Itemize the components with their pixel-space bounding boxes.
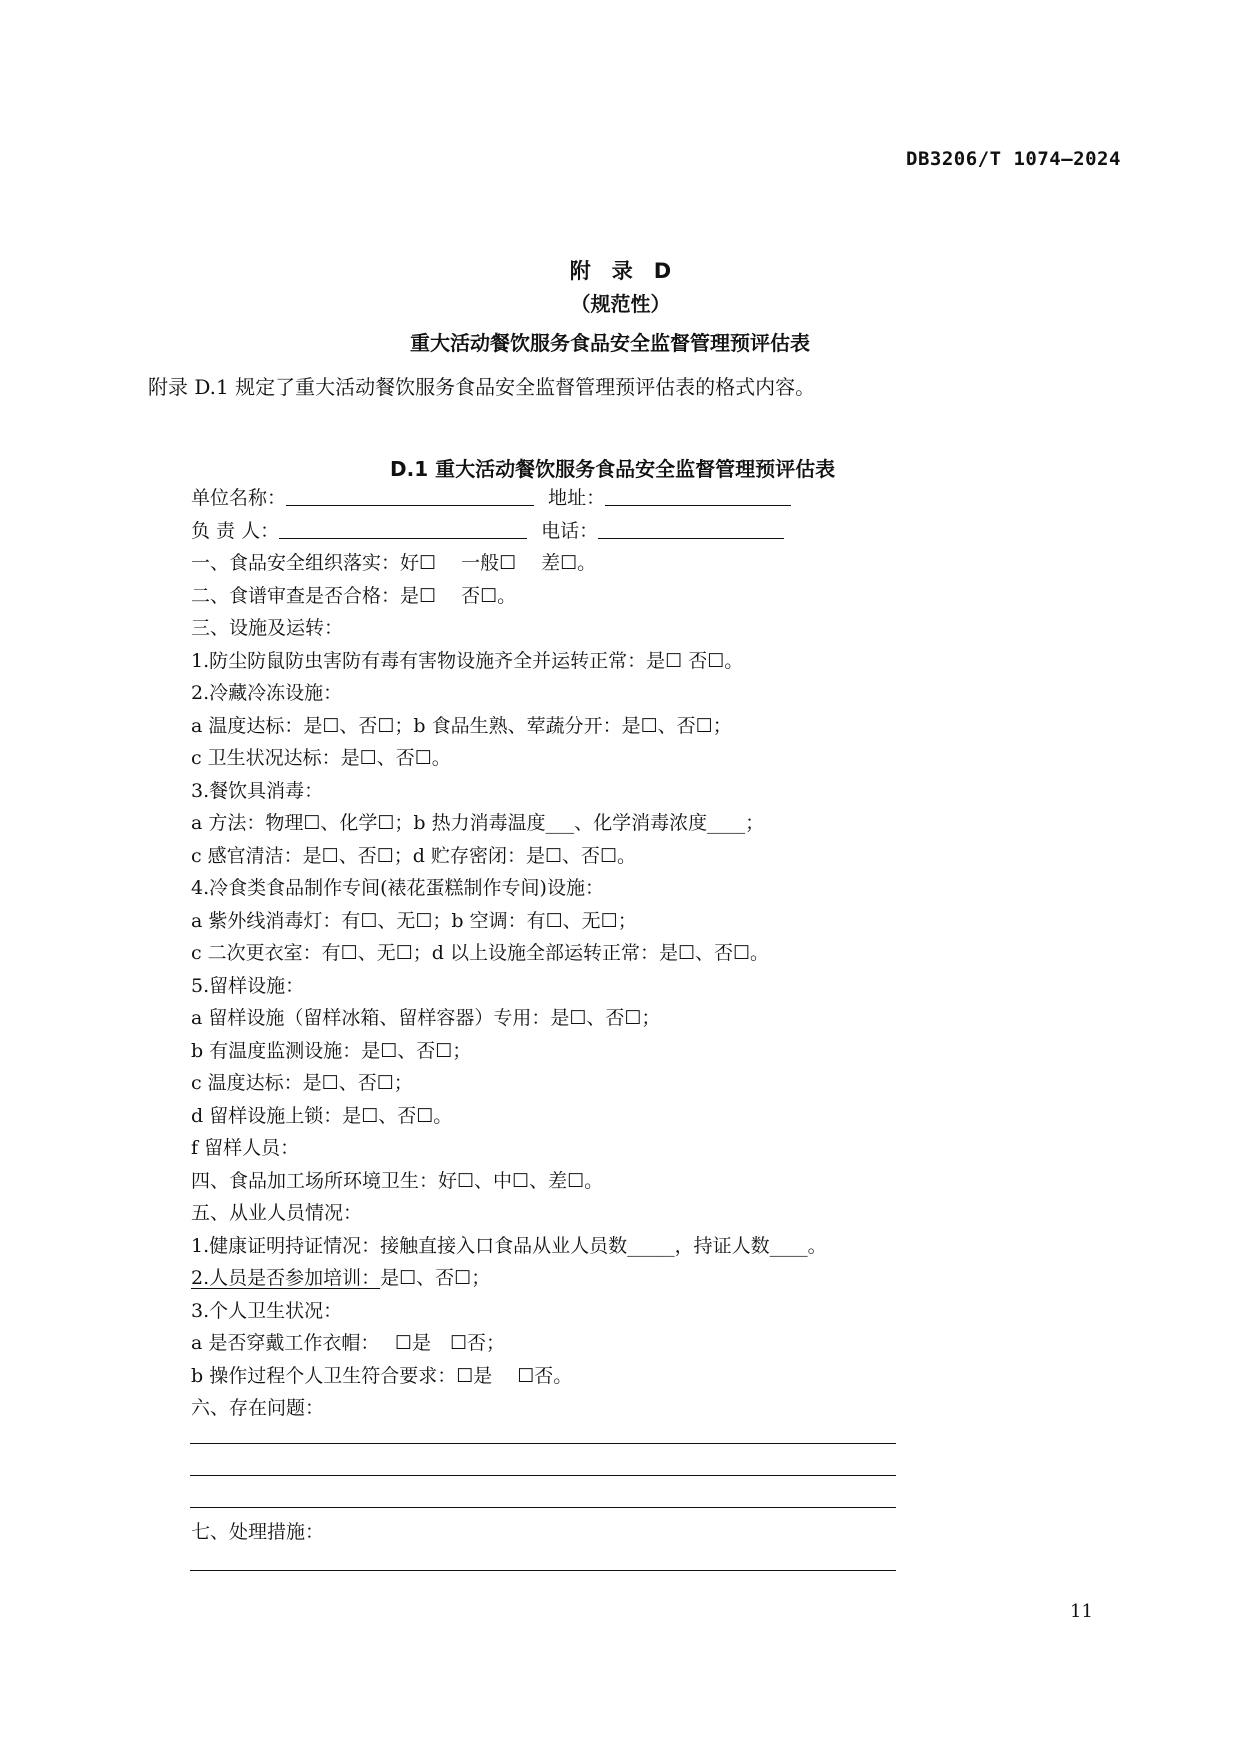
training-item — [191, 1262, 827, 1295]
normative-label: （规范性） — [570, 292, 671, 316]
form-item: c 卫生状况达标：是☐、否☐。 — [191, 747, 451, 769]
form-item: c 温度达标：是☐、否☐； — [191, 1072, 413, 1094]
appendix-title: 重大活动餐饮服务食品安全监督管理预评估表 — [410, 331, 810, 355]
problems-line[interactable] — [190, 1507, 896, 1508]
responsible-phone-row — [191, 515, 827, 548]
form-item: a 留样设施（留样冰箱、留样容器）专用：是☐、否☐； — [191, 1007, 661, 1029]
problems-line[interactable] — [190, 1475, 896, 1476]
form-item: 5.留样设施： — [191, 974, 305, 997]
form-item: b 有温度监测设施：是☐、否☐； — [191, 1039, 472, 1062]
form-item: 2.冷藏冷冻设施： — [191, 682, 343, 704]
appendix-label: 附 录 D — [569, 259, 672, 283]
document-code: DB3206/T 1074—2024 — [906, 148, 1121, 170]
health-cert-item: 1.健康证明持证情况：接触直接入口食品从业人员数_____，持证人数____。 — [191, 1234, 827, 1257]
responsible-field[interactable] — [279, 516, 527, 539]
appendix-intro: 附录 D.1 规定了重大活动餐饮服务食品安全监督管理预评估表的格式内容。 — [148, 375, 816, 399]
form-item: 3.餐饮具消毒： — [191, 779, 324, 802]
assessment-form — [191, 482, 827, 1425]
problems-label: 六、存在问题： — [191, 1397, 325, 1419]
page-number: 11 — [1070, 1601, 1093, 1622]
form-item: a 方法：物理☐、化学☐；b 热力消毒温度___、化学消毒浓度____； — [191, 812, 765, 834]
form-item: a 是否穿戴工作衣帽： ☐是 ☐否； — [191, 1332, 505, 1354]
measures-line[interactable] — [190, 1570, 896, 1571]
form-item: f 留样人员： — [191, 1137, 300, 1159]
form-item: 二、食谱审查是否合格：是☐ 否☐。 — [191, 584, 517, 607]
form-item: 3.个人卫生状况： — [191, 1299, 343, 1322]
form-item: a 紫外线消毒灯：有☐、无☐；b 空调：有☐、无☐； — [191, 909, 637, 932]
address-field[interactable] — [605, 483, 791, 506]
address-label: 地址： — [548, 487, 606, 509]
form-title: D.1 重大活动餐饮服务食品安全监督管理预评估表 — [390, 457, 836, 481]
unit-name-label: 单位名称： — [191, 487, 287, 509]
unit-address-row — [191, 482, 827, 515]
phone-field[interactable] — [598, 516, 784, 539]
form-item: c 二次更衣室：有☐、无☐；d 以上设施全部运转正常：是☐、否☐。 — [191, 942, 770, 964]
form-item: a 温度达标：是☐、否☐；b 食品生熟、荤蔬分开：是☐、否☐； — [191, 714, 732, 737]
responsible-label: 负 责 人： — [191, 519, 280, 542]
form-item: d 留样设施上锁：是☐、否☐。 — [191, 1104, 453, 1127]
form-item: 一、食品安全组织落实：好☐ 一般☐ 差☐。 — [191, 552, 597, 574]
form-item: 4.冷食类食品制作专间(裱花蛋糕制作专间)设施： — [191, 877, 604, 899]
unit-name-field[interactable] — [286, 483, 534, 506]
form-item: 1.防尘防鼠防虫害防有毒有害物设施齐全并运转正常：是☐ 否☐。 — [191, 649, 744, 672]
training-options: 是☐、否☐； — [380, 1267, 491, 1289]
form-item: 三、设施及运转： — [191, 617, 344, 639]
form-item: 四、食品加工场所环境卫生：好☐、中☐、差☐。 — [191, 1169, 604, 1192]
training-label: 2.人员是否参加培训： — [191, 1267, 381, 1289]
form-item: 五、从业人员情况： — [191, 1202, 363, 1224]
form-item: c 感官清洁：是☐、否☐；d 贮存密闭：是☐、否☐。 — [191, 844, 637, 867]
form-item: b 操作过程个人卫生符合要求：☐是 ☐否。 — [191, 1364, 573, 1387]
measures-label: 七、处理措施： — [191, 1521, 325, 1543]
phone-label: 电话： — [541, 519, 599, 542]
problems-line[interactable] — [190, 1443, 896, 1444]
